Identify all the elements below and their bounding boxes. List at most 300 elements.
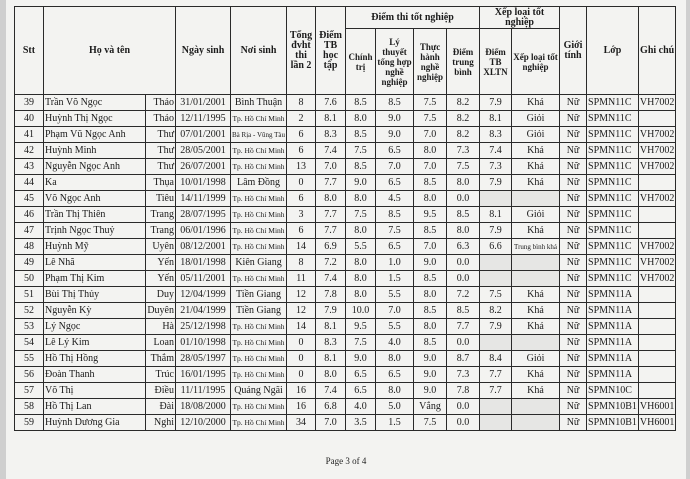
cell-noi-sinh: Quảng Ngãi (231, 383, 287, 399)
cell-gt: Nữ (560, 335, 587, 351)
cell-dtb: 0.0 (447, 399, 480, 415)
cell-dtb: 8.0 (447, 223, 480, 239)
cell-noi-sinh: Tp. Hồ Chí Minh (231, 159, 287, 175)
header-ngay-sinh: Ngày sinh (176, 7, 231, 95)
cell-lt: 5.5 (376, 319, 414, 335)
cell-ngay-sinh: 16/01/1995 (176, 367, 231, 383)
cell-tong: 0 (287, 175, 316, 191)
cell-ngay-sinh: 14/11/1999 (176, 191, 231, 207)
cell-gc (638, 351, 675, 367)
cell-ho: Nguyễn Kỳ (44, 303, 146, 319)
cell-ct: 7.5 (346, 207, 376, 223)
cell-xl: Khá (512, 383, 560, 399)
cell-lop: SPMN11C (587, 239, 639, 255)
cell-xltn (480, 399, 512, 415)
cell-xl: Giỏi (512, 351, 560, 367)
cell-ten: Duy (146, 287, 176, 303)
cell-lt: 7.5 (376, 223, 414, 239)
cell-gc: VH7002 (638, 255, 675, 271)
cell-lop: SPMN11C (587, 271, 639, 287)
cell-gc (638, 223, 675, 239)
header-ghi-chu: Ghi chú (638, 7, 675, 95)
cell-ten: Duyên (146, 303, 176, 319)
cell-gt: Nữ (560, 351, 587, 367)
cell-noi-sinh: Lâm Đồng (231, 175, 287, 191)
cell-xltn: 7.7 (480, 383, 512, 399)
cell-ngay-sinh: 07/01/2001 (176, 127, 231, 143)
table-row (15, 223, 676, 239)
cell-xltn: 8.2 (480, 303, 512, 319)
cell-th: 8.5 (414, 303, 447, 319)
table-row (15, 271, 676, 287)
table-row (15, 191, 676, 207)
cell-th: 8.0 (414, 319, 447, 335)
cell-ho: Nguyễn Ngọc Anh (44, 159, 146, 175)
cell-lop: SPMN10C (587, 383, 639, 399)
cell-ten: Thụa (146, 175, 176, 191)
cell-gt: Nữ (560, 319, 587, 335)
cell-tb: 6.9 (316, 239, 346, 255)
cell-ct: 7.5 (346, 143, 376, 159)
cell-stt: 51 (15, 287, 44, 303)
cell-xl (512, 415, 560, 431)
cell-xltn: 7.9 (480, 319, 512, 335)
cell-tong: 6 (287, 127, 316, 143)
cell-ct: 8.0 (346, 271, 376, 287)
cell-ho: Huỳnh Dương Gia (44, 415, 146, 431)
cell-ct: 8.0 (346, 255, 376, 271)
cell-lop: SPMN11C (587, 95, 639, 111)
cell-ten: Hà (146, 319, 176, 335)
cell-tb: 8.1 (316, 319, 346, 335)
cell-th: 7.5 (414, 111, 447, 127)
cell-noi-sinh: Tp. Hồ Chí Minh (231, 415, 287, 431)
cell-ten: Tiêu (146, 191, 176, 207)
cell-ct: 8.5 (346, 95, 376, 111)
cell-xltn: 7.5 (480, 287, 512, 303)
cell-ngay-sinh: 12/11/1995 (176, 111, 231, 127)
cell-xltn (480, 335, 512, 351)
header-stt: Stt (15, 7, 44, 95)
cell-tong: 8 (287, 95, 316, 111)
cell-ten: Thư (146, 159, 176, 175)
cell-dtb: 0.0 (447, 255, 480, 271)
cell-dtb: 6.3 (447, 239, 480, 255)
cell-ten: Nghi (146, 415, 176, 431)
table-row (15, 415, 676, 431)
cell-xl (512, 399, 560, 415)
cell-lop: SPMN11C (587, 127, 639, 143)
cell-th: 7.5 (414, 415, 447, 431)
cell-th: 7.0 (414, 159, 447, 175)
cell-lt: 5.0 (376, 399, 414, 415)
cell-stt: 59 (15, 415, 44, 431)
cell-ten: Điều (146, 383, 176, 399)
cell-noi-sinh: Tp. Hồ Chí Minh (231, 399, 287, 415)
cell-dtb: 0.0 (447, 191, 480, 207)
cell-xl: Khá (512, 287, 560, 303)
cell-lop: SPMN11A (587, 367, 639, 383)
cell-ct: 10.0 (346, 303, 376, 319)
cell-th: 7.0 (414, 239, 447, 255)
cell-ngay-sinh: 01/10/1998 (176, 335, 231, 351)
cell-dtb: 0.0 (447, 335, 480, 351)
cell-stt: 53 (15, 319, 44, 335)
cell-ho: Lê Nhã (44, 255, 146, 271)
cell-ten: Thảo (146, 95, 176, 111)
cell-xltn: 8.1 (480, 207, 512, 223)
cell-lop: SPMN11C (587, 159, 639, 175)
cell-lt: 5.5 (376, 287, 414, 303)
cell-ho: Võ Thị (44, 383, 146, 399)
cell-gc: VH7002 (638, 95, 675, 111)
table-row (15, 207, 676, 223)
cell-dtb: 7.5 (447, 159, 480, 175)
cell-th: 9.5 (414, 207, 447, 223)
cell-stt: 44 (15, 175, 44, 191)
cell-gt: Nữ (560, 287, 587, 303)
cell-th: 9.0 (414, 255, 447, 271)
cell-ten: Loan (146, 335, 176, 351)
cell-ngay-sinh: 28/05/2001 (176, 143, 231, 159)
cell-xltn: 7.7 (480, 367, 512, 383)
cell-ct: 5.5 (346, 239, 376, 255)
cell-gt: Nữ (560, 223, 587, 239)
cell-gt: Nữ (560, 127, 587, 143)
cell-ct: 8.0 (346, 111, 376, 127)
cell-noi-sinh: Tp. Hồ Chí Minh (231, 367, 287, 383)
cell-th: 9.0 (414, 351, 447, 367)
cell-th: Vắng (414, 399, 447, 415)
cell-ten: Trang (146, 207, 176, 223)
cell-dtb: 0.0 (447, 271, 480, 287)
cell-dtb: 7.8 (447, 383, 480, 399)
cell-gc (638, 111, 675, 127)
cell-gc (638, 175, 675, 191)
cell-xltn: 7.9 (480, 95, 512, 111)
cell-ho: Võ Ngọc Anh (44, 191, 146, 207)
cell-xltn: 7.9 (480, 223, 512, 239)
table-row (15, 175, 676, 191)
cell-gc: VH7002 (638, 271, 675, 287)
table-row (15, 127, 676, 143)
cell-stt: 46 (15, 207, 44, 223)
cell-lt: 6.5 (376, 175, 414, 191)
cell-lt: 1.5 (376, 415, 414, 431)
cell-lop: SPMN11C (587, 255, 639, 271)
cell-xl (512, 271, 560, 287)
cell-gt: Nữ (560, 95, 587, 111)
cell-ho: Trần Thị Thiên (44, 207, 146, 223)
cell-gt: Nữ (560, 271, 587, 287)
table-header (15, 7, 676, 95)
cell-lt: 8.5 (376, 95, 414, 111)
table-row (15, 303, 676, 319)
cell-th: 8.0 (414, 191, 447, 207)
cell-ten: Thư (146, 127, 176, 143)
cell-xl: Khá (512, 143, 560, 159)
cell-ho: Huỳnh Mỹ (44, 239, 146, 255)
cell-noi-sinh: Tp. Hồ Chí Minh (231, 271, 287, 287)
table-row (15, 287, 676, 303)
cell-lt: 8.5 (376, 207, 414, 223)
cell-noi-sinh: Tp. Hồ Chí Minh (231, 239, 287, 255)
cell-ngay-sinh: 21/04/1999 (176, 303, 231, 319)
cell-stt: 42 (15, 143, 44, 159)
cell-tb: 7.7 (316, 175, 346, 191)
cell-ngay-sinh: 18/01/1998 (176, 255, 231, 271)
cell-gc (638, 287, 675, 303)
cell-xl (512, 335, 560, 351)
cell-tb: 8.0 (316, 367, 346, 383)
cell-lt: 6.5 (376, 143, 414, 159)
cell-tong: 6 (287, 191, 316, 207)
cell-stt: 52 (15, 303, 44, 319)
cell-ngay-sinh: 28/05/1997 (176, 351, 231, 367)
cell-gt: Nữ (560, 175, 587, 191)
cell-xl: Khá (512, 367, 560, 383)
cell-noi-sinh: Tp. Hồ Chí Minh (231, 191, 287, 207)
cell-gt: Nữ (560, 255, 587, 271)
cell-xltn: 7.4 (480, 143, 512, 159)
cell-noi-sinh: Tp. Hồ Chí Minh (231, 223, 287, 239)
cell-tong: 13 (287, 159, 316, 175)
cell-gc: VH7002 (638, 239, 675, 255)
cell-xl (512, 255, 560, 271)
table-row (15, 255, 676, 271)
cell-ho: Lê Lý Kim (44, 335, 146, 351)
cell-ten: Trúc (146, 367, 176, 383)
cell-th: 7.0 (414, 127, 447, 143)
page-footer: Page 3 of 4 (325, 456, 367, 466)
cell-gc: VH6001 (638, 399, 675, 415)
cell-lop: SPMN11C (587, 143, 639, 159)
cell-xltn: 7.9 (480, 175, 512, 191)
cell-th: 9.0 (414, 367, 447, 383)
cell-ho: Trần Võ Ngọc (44, 95, 146, 111)
cell-dtb: 7.3 (447, 143, 480, 159)
cell-ngay-sinh: 05/11/2001 (176, 271, 231, 287)
cell-xltn: 6.6 (480, 239, 512, 255)
document-page (6, 0, 686, 479)
cell-tong: 16 (287, 399, 316, 415)
cell-gt: Nữ (560, 383, 587, 399)
cell-tb: 7.7 (316, 207, 346, 223)
table-row (15, 351, 676, 367)
cell-xl: Khá (512, 303, 560, 319)
cell-xltn (480, 271, 512, 287)
cell-lop: SPMN11C (587, 223, 639, 239)
cell-ho: Phạm Vũ Ngọc Anh (44, 127, 146, 143)
cell-stt: 54 (15, 335, 44, 351)
cell-lop: SPMN11A (587, 303, 639, 319)
cell-gt: Nữ (560, 143, 587, 159)
cell-gc: VH6001 (638, 415, 675, 431)
cell-xltn (480, 191, 512, 207)
cell-xltn: 7.3 (480, 159, 512, 175)
cell-tong: 3 (287, 207, 316, 223)
cell-tb: 7.4 (316, 143, 346, 159)
cell-gc (638, 207, 675, 223)
cell-tb: 6.8 (316, 399, 346, 415)
cell-tb: 8.0 (316, 191, 346, 207)
cell-tb: 7.8 (316, 287, 346, 303)
cell-tb: 8.1 (316, 351, 346, 367)
cell-ho: Trịnh Ngọc Thuỷ (44, 223, 146, 239)
cell-tong: 12 (287, 303, 316, 319)
cell-lt: 4.0 (376, 335, 414, 351)
cell-gt: Nữ (560, 367, 587, 383)
cell-gt: Nữ (560, 159, 587, 175)
cell-lt: 7.0 (376, 303, 414, 319)
cell-lop: SPMN11C (587, 111, 639, 127)
cell-gc (638, 319, 675, 335)
cell-lt: 6.5 (376, 239, 414, 255)
cell-lt: 9.0 (376, 127, 414, 143)
header-diem-tb-xltn: Điểm TB XLTN (480, 29, 512, 95)
cell-lop: SPMN11A (587, 351, 639, 367)
cell-noi-sinh: Bình Thuận (231, 95, 287, 111)
cell-noi-sinh: Bà Rịa - Vũng Tàu (231, 127, 287, 143)
cell-dtb: 8.2 (447, 95, 480, 111)
cell-gt: Nữ (560, 399, 587, 415)
cell-gc: VH7002 (638, 127, 675, 143)
cell-tb: 7.0 (316, 159, 346, 175)
cell-ten: Thảo (146, 111, 176, 127)
cell-xl: Khá (512, 159, 560, 175)
cell-ct: 7.5 (346, 335, 376, 351)
cell-tong: 11 (287, 271, 316, 287)
cell-ngay-sinh: 06/01/1996 (176, 223, 231, 239)
cell-tong: 6 (287, 223, 316, 239)
cell-ho: Phạm Thị Kim (44, 271, 146, 287)
cell-noi-sinh: Tp. Hồ Chí Minh (231, 335, 287, 351)
table-row (15, 383, 676, 399)
cell-xl: Khá (512, 223, 560, 239)
cell-dtb: 8.5 (447, 207, 480, 223)
cell-th: 8.5 (414, 223, 447, 239)
cell-ngay-sinh: 12/04/1999 (176, 287, 231, 303)
cell-noi-sinh: Tp. Hồ Chí Minh (231, 111, 287, 127)
cell-lop: SPMN11C (587, 191, 639, 207)
cell-xl: Khá (512, 319, 560, 335)
table-row (15, 111, 676, 127)
header-lop: Lớp (587, 7, 639, 95)
cell-dtb: 0.0 (447, 415, 480, 431)
cell-tb: 7.7 (316, 223, 346, 239)
cell-gt: Nữ (560, 191, 587, 207)
cell-lop: SPMN10B1 (587, 399, 639, 415)
cell-lt: 8.0 (376, 351, 414, 367)
cell-th: 8.5 (414, 271, 447, 287)
header-xep-loai-group: Xếp loại tốt nghiệp (480, 7, 560, 29)
cell-gc: VH7002 (638, 143, 675, 159)
cell-ngay-sinh: 08/12/2001 (176, 239, 231, 255)
cell-th: 7.5 (414, 95, 447, 111)
cell-noi-sinh: Tp. Hồ Chí Minh (231, 351, 287, 367)
cell-noi-sinh: Kiên Giang (231, 255, 287, 271)
cell-ten: Trang (146, 223, 176, 239)
cell-ho: Huỳnh Thị Ngọc (44, 111, 146, 127)
cell-ngay-sinh: 31/01/2001 (176, 95, 231, 111)
cell-stt: 45 (15, 191, 44, 207)
cell-tb: 7.6 (316, 95, 346, 111)
header-diem-tb-hoc-tap: Điểm TB học tập (316, 7, 346, 95)
cell-ho: Hồ Thị Hồng (44, 351, 146, 367)
cell-gt: Nữ (560, 207, 587, 223)
cell-lt: 4.5 (376, 191, 414, 207)
cell-ct: 6.5 (346, 367, 376, 383)
cell-stt: 55 (15, 351, 44, 367)
header-ho-ten: Họ và tên (44, 7, 176, 95)
cell-ngay-sinh: 25/12/1998 (176, 319, 231, 335)
cell-ct: 3.5 (346, 415, 376, 431)
cell-stt: 57 (15, 383, 44, 399)
cell-xltn (480, 255, 512, 271)
cell-gt: Nữ (560, 111, 587, 127)
cell-stt: 40 (15, 111, 44, 127)
cell-lt: 8.0 (376, 383, 414, 399)
cell-stt: 43 (15, 159, 44, 175)
cell-lop: SPMN11C (587, 207, 639, 223)
cell-tb: 7.4 (316, 383, 346, 399)
cell-ten: Uyên (146, 239, 176, 255)
cell-stt: 49 (15, 255, 44, 271)
table-row (15, 143, 676, 159)
cell-tong: 34 (287, 415, 316, 431)
cell-stt: 48 (15, 239, 44, 255)
cell-ho: Huỳnh Minh (44, 143, 146, 159)
cell-xltn (480, 415, 512, 431)
cell-tb: 7.2 (316, 255, 346, 271)
cell-tb: 7.0 (316, 415, 346, 431)
cell-noi-sinh: Tiền Giang (231, 287, 287, 303)
cell-tong: 2 (287, 111, 316, 127)
cell-ho: Bùi Thị Thủy (44, 287, 146, 303)
cell-xl: Trung bình khá (512, 239, 560, 255)
cell-stt: 41 (15, 127, 44, 143)
cell-noi-sinh: Tiền Giang (231, 303, 287, 319)
cell-gt: Nữ (560, 239, 587, 255)
header-tong-dvht: Tổng đvht thi lần 2 (287, 7, 316, 95)
cell-ct: 8.0 (346, 287, 376, 303)
cell-ho: Ka (44, 175, 146, 191)
cell-lt: 9.0 (376, 111, 414, 127)
cell-tong: 14 (287, 319, 316, 335)
cell-ct: 8.5 (346, 159, 376, 175)
cell-tong: 8 (287, 255, 316, 271)
cell-th: 9.0 (414, 383, 447, 399)
cell-th: 8.5 (414, 175, 447, 191)
cell-lt: 6.5 (376, 367, 414, 383)
cell-ct: 4.0 (346, 399, 376, 415)
cell-ngay-sinh: 28/07/1995 (176, 207, 231, 223)
cell-tong: 12 (287, 287, 316, 303)
cell-ct: 6.5 (346, 383, 376, 399)
cell-dtb: 7.3 (447, 367, 480, 383)
header-xep-loai-tn: Xếp loại tốt nghiệp (512, 29, 560, 95)
cell-th: 8.5 (414, 335, 447, 351)
cell-ten: Thắm (146, 351, 176, 367)
cell-ct: 8.0 (346, 191, 376, 207)
cell-xl (512, 191, 560, 207)
cell-xl: Khá (512, 175, 560, 191)
cell-gt: Nữ (560, 303, 587, 319)
cell-tb: 8.1 (316, 111, 346, 127)
cell-tong: 16 (287, 383, 316, 399)
cell-xltn: 8.1 (480, 111, 512, 127)
cell-ho: Đoàn Thanh (44, 367, 146, 383)
